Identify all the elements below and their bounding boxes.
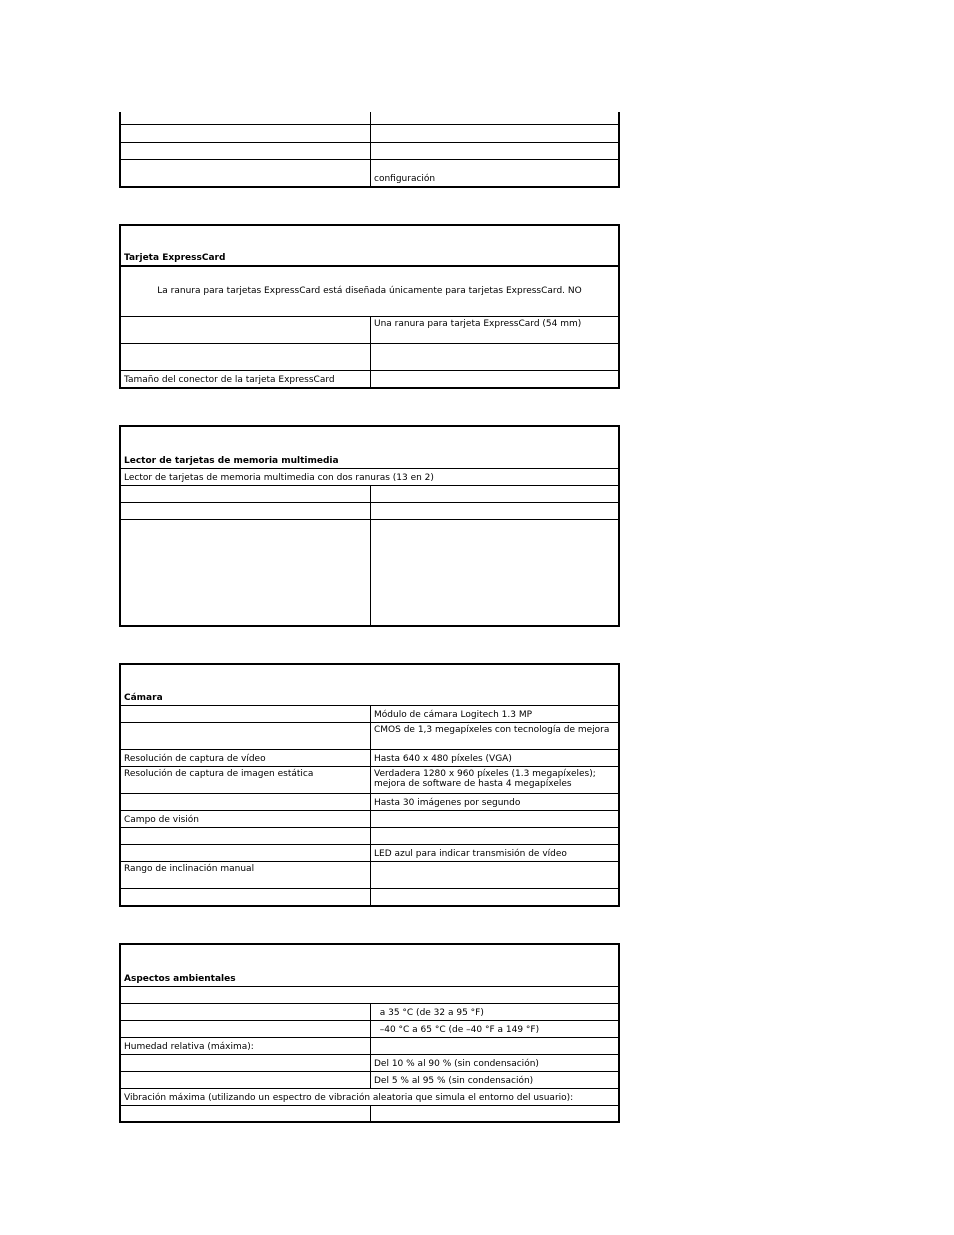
media-reader-summary: Lector de tarjetas de memoria multimedia con dos ranuras (13 en 2) bbox=[124, 473, 434, 483]
row-label bbox=[121, 828, 371, 844]
table-row bbox=[121, 469, 618, 486]
table-row bbox=[121, 1038, 618, 1055]
row-value: configuración bbox=[374, 174, 436, 184]
row-value bbox=[371, 1038, 618, 1054]
row-label: Tamaño del conector de la tarjeta ExpressCard bbox=[121, 371, 371, 387]
table-row bbox=[121, 1004, 618, 1021]
camera-table bbox=[119, 663, 620, 907]
row-value bbox=[371, 143, 618, 159]
table-row bbox=[121, 706, 618, 723]
table-row bbox=[121, 723, 618, 750]
spec-table-continuation bbox=[119, 112, 620, 188]
table-row bbox=[121, 486, 618, 503]
row-value: Módulo de cámara Logitech 1.3 MP bbox=[374, 710, 533, 720]
row-value: Del 5 % al 95 % (sin condensación) bbox=[374, 1076, 534, 1086]
row-label: Campo de visión bbox=[121, 811, 371, 827]
row-value: –40 °C a 65 °C (de –40 °F a 149 °F) bbox=[374, 1025, 540, 1035]
row-label bbox=[121, 845, 371, 861]
table-row bbox=[121, 371, 618, 387]
row-label bbox=[121, 723, 371, 749]
row-label bbox=[121, 889, 371, 905]
table-row bbox=[121, 317, 618, 344]
row-value bbox=[371, 862, 618, 888]
table-header-row bbox=[121, 945, 618, 987]
row-value: Hasta 640 x 480 píxeles (VGA) bbox=[374, 754, 512, 764]
row-value bbox=[371, 125, 618, 142]
row-value bbox=[371, 520, 618, 625]
table-row bbox=[121, 845, 618, 862]
table-header-row bbox=[121, 665, 618, 706]
row-value: Verdadera 1280 x 960 píxeles (1.3 megapíxeles); mejora de software de hasta 4 megapíxeles bbox=[374, 769, 596, 789]
row-value: Del 10 % al 90 % (sin condensación) bbox=[374, 1059, 539, 1069]
section-title: Cámara bbox=[124, 693, 163, 703]
table-row bbox=[121, 1106, 618, 1123]
row-label: Resolución de captura de imagen estática bbox=[121, 767, 371, 793]
table-row bbox=[121, 750, 618, 767]
table-row bbox=[121, 1089, 618, 1106]
row-label bbox=[121, 1072, 371, 1088]
expresscard-table bbox=[119, 224, 620, 389]
row-value: LED azul para indicar transmisión de vídeo bbox=[374, 849, 567, 859]
row-label: Resolución de captura de vídeo bbox=[121, 750, 371, 766]
row-value: Una ranura para tarjeta ExpressCard (54 mm) bbox=[374, 319, 582, 329]
row-label bbox=[121, 143, 371, 159]
table-row bbox=[121, 520, 618, 625]
row-label bbox=[121, 1021, 371, 1037]
row-label bbox=[121, 486, 371, 502]
table-row bbox=[121, 794, 618, 811]
table-row bbox=[121, 143, 618, 160]
table-header-row bbox=[121, 226, 618, 267]
row-label bbox=[121, 160, 371, 186]
row-label bbox=[121, 706, 371, 722]
section-title: Lector de tarjetas de memoria multimedia bbox=[124, 456, 339, 466]
row-value: a 35 °C (de 32 a 95 °F) bbox=[374, 1008, 484, 1018]
row-label bbox=[121, 503, 371, 519]
table-row bbox=[121, 112, 618, 125]
table-row bbox=[121, 1072, 618, 1089]
row-value bbox=[371, 811, 618, 827]
row-value: Hasta 30 imágenes por segundo bbox=[374, 798, 521, 808]
table-row bbox=[121, 125, 618, 143]
table-row bbox=[121, 767, 618, 794]
row-value bbox=[371, 112, 618, 124]
section-title: Tarjeta ExpressCard bbox=[124, 253, 226, 263]
row-label bbox=[121, 987, 618, 1003]
row-value bbox=[371, 828, 618, 844]
table-row bbox=[121, 862, 618, 889]
row-value: CMOS de 1,3 megapíxeles con tecnología de mejora bbox=[374, 725, 610, 735]
table-row bbox=[121, 344, 618, 371]
table-row bbox=[121, 828, 618, 845]
row-value bbox=[371, 486, 618, 502]
table-row bbox=[121, 889, 618, 905]
row-value bbox=[371, 503, 618, 519]
row-label bbox=[121, 317, 371, 343]
table-row bbox=[121, 1055, 618, 1072]
row-label bbox=[121, 520, 371, 625]
vibration-label: Vibración máxima (utilizando un espectro de vibración aleatoria que simula el entorno del usuario): bbox=[124, 1093, 574, 1103]
expresscard-note: La ranura para tarjetas ExpressCard está diseñada únicamente para tarjetas ExpressCard. NO bbox=[157, 285, 582, 296]
table-row bbox=[121, 160, 618, 186]
row-label bbox=[121, 794, 371, 810]
row-label: Rango de inclinación manual bbox=[121, 862, 371, 888]
table-row bbox=[121, 1021, 618, 1038]
environment-table bbox=[119, 943, 620, 1123]
row-label bbox=[121, 112, 371, 124]
section-title: Aspectos ambientales bbox=[124, 974, 236, 984]
row-label bbox=[121, 1106, 371, 1121]
row-label bbox=[121, 1004, 371, 1020]
row-label bbox=[121, 1055, 371, 1071]
table-row bbox=[121, 267, 618, 317]
row-label bbox=[121, 125, 371, 142]
table-row bbox=[121, 503, 618, 520]
row-label bbox=[121, 344, 371, 370]
media-reader-table bbox=[119, 425, 620, 627]
row-value bbox=[371, 889, 618, 905]
table-header-row bbox=[121, 427, 618, 469]
table-row bbox=[121, 987, 618, 1004]
table-row bbox=[121, 811, 618, 828]
row-value bbox=[371, 344, 618, 370]
row-value bbox=[371, 371, 618, 387]
row-value bbox=[371, 1106, 618, 1121]
row-label: Humedad relativa (máxima): bbox=[121, 1038, 371, 1054]
